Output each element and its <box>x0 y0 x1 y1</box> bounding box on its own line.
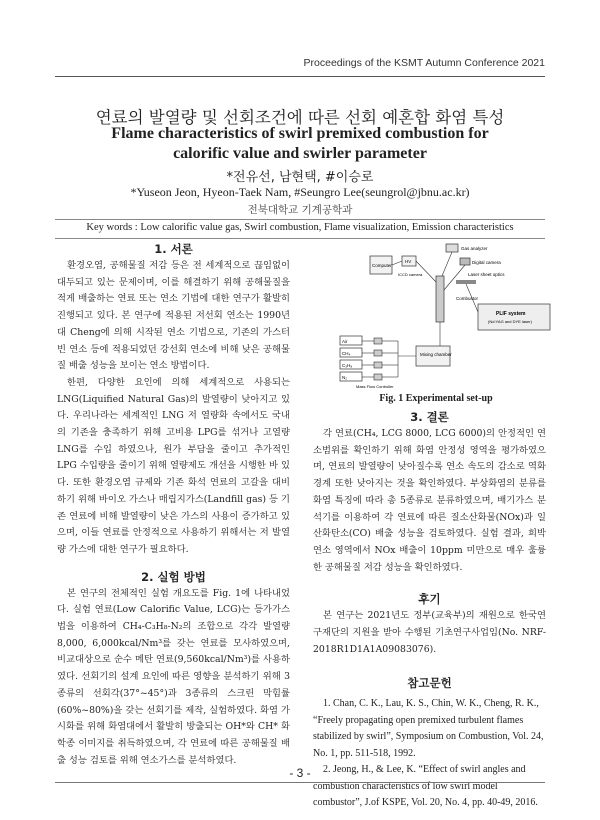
title-korean: 연료의 발열량 및 선회조건에 따른 선회 예혼합 화염 특성 <box>95 108 505 127</box>
digital-camera-label: Digital camera <box>472 260 501 265</box>
experimental-setup-figure <box>318 242 554 390</box>
setup-diagram <box>318 242 554 390</box>
keywords-rule-top <box>55 219 545 220</box>
title-english-line2: calorific value and swirler parameter <box>173 145 427 162</box>
ack-heading: 후기 <box>418 592 441 607</box>
mixing-label: Mixing chamber <box>420 352 452 357</box>
ccd-label: ICCD camera <box>398 272 423 277</box>
ch4-label: CH₄ <box>342 351 351 356</box>
air-label: Air <box>342 339 348 344</box>
result-heading: 3. 결론 <box>410 410 449 424</box>
header-rule <box>55 76 545 77</box>
keywords-rule-bottom <box>55 238 545 239</box>
combustor-body <box>436 276 444 322</box>
c3h8-label: C₃H₈ <box>342 363 353 368</box>
n2-label: N₂ <box>342 375 347 380</box>
method-heading: 2. 실험 방법 <box>141 569 206 584</box>
plif-subtitle: (Nd:YAG and DYE laser) <box>488 319 532 324</box>
left-column <box>57 240 290 769</box>
reference-item-2: 2. Jeong, H., & Lee, K. “Effect of swirl angles and combustion characteristics of low swirl model combustor”, J.of KSPE, Vol. 20, No. 4, pp. 40-49, 2016. <box>313 764 538 809</box>
title-english <box>0 124 600 164</box>
refs-heading: 참고문헌 <box>407 676 452 691</box>
method-paragraph-1: 본 연구의 전체적인 실험 개요도를 Fig. 1에 나타내었다. 실험 연료(Low Calorific Value, LCG)는 등가가스법을 이용하여 CH₄-C₃H₈-N₂의 조합으로 각각 발열량 8,000, 6,000kcal/Nm³를 갖는 연료를 모사하였으며, 비교대상으로 순수 메탄 연료(9,560kcal/Nm³)를 사용하였다. 선회기의 설계 요인에 따른 영향을 분석하기 위해 3종류의 선회각(37°~45°)과 3종류의 스크린 막힘률(60%~80%)을 갖는 선회기를 제작, 실험하였다. 화염 가시화를 위해 화염대에서 활발히 방출되는 OH*와 CH* 화학종 이미지를 취득하였으며, 각 연료에 따른 공해물질 배출 성능 검토를 위해 연소가스를 분석하였다. <box>57 587 290 766</box>
plif-title: PLIF system <box>496 311 526 317</box>
authors-korean: *전유선, 남현택, #이승로 <box>226 170 374 185</box>
keywords: Key words : Low calorific value gas, Swirl combustion, Flame visualization, Emission characteristics <box>86 222 514 233</box>
computer-left-label: Computer <box>372 263 392 268</box>
laser-sheet-label: Laser sheet optics <box>468 272 505 277</box>
authors-english: *Yuseon Jeon, Hyeon-Taek Nam, #Seungro Lee(seungrol@jbnu.ac.kr) <box>130 185 470 199</box>
laser-optics-bar <box>456 280 476 284</box>
gas-analyzer-label: Gas analyzer <box>461 246 488 251</box>
digital-camera-box <box>460 258 470 265</box>
result-paragraph-1: 각 연료(CH₄, LCG 8000, LCG 6000)의 안정적인 연소범위를 확인하기 위해 화염 안정성 영역을 평가하였으며, 연료의 발열량이 낮아질수록 연소 속도의 감소로 역화 경계 또한 낮아지는 것을 확인하였다. 부상화염의 분류를 화염 특징에 따라 총 5종류로 분류하였으며, 배기가스 분석기를 이용하여 각 연료에 따른 질소산화물(NOx)과 일산화탄소(CO) 배출 성능을 검토하였다. 실험 결과, 희박 연소 영역에서 NOx 배출이 10ppm 미만으로 매우 훌륭한 공해물질 저감 성능을 확인하였다. <box>313 428 546 573</box>
figure-caption: Fig. 1 Experimental set-up <box>379 393 493 404</box>
ack-paragraph-1: 본 연구는 2021년도 정부(교육부)의 재원으로 한국연구재단의 지원을 받아 수행된 기초연구사업임(No. NRF-2018R1D1A1A09083076). <box>313 610 546 655</box>
footer-rule <box>55 782 545 783</box>
proceedings-header: Proceedings of the KSMT Autumn Conference 2021 <box>303 57 545 69</box>
page-number: - 3 - <box>289 766 311 780</box>
mfc-label: Mass Flow Controller <box>356 384 394 389</box>
gas-analyzer-box <box>446 244 458 252</box>
reference-item-1: 1. Chan, C. K., Lau, K. S., Chin, W. K., Cheng, R. K., “Freely propagating open premixed turbulent flames stabilized by swirl”, Symposium on Combustion, Vol. 24, No. 1, pp. 511-518, 1992. <box>313 698 544 759</box>
title-english-line1: Flame characteristics of swirl premixed combustion for <box>111 125 489 142</box>
plif-box <box>478 304 550 330</box>
intro-paragraph-2: 한편, 다양한 요인에 의해 세계적으로 사용되는 LNG(Liquified Natural Gas)의 발열량이 낮아지고 있다. 우리나라는 세계적인 LNG 저 열량화 속에서도 국내의 기존을 충족하기 위해 고비용 LPG를 섞거나 고열량 LNG를 수입 하였으나, 원가 부담을 줄이고 추가적인 LPG 수입량을 줄이기 위해 열량제도 개선을 시행한 바 있다. 또한 환경오염 규제와 기존 화석 연료의 고갈을 대비하기 위해 바이오 가스나 매립지가스(Landfill gas) 등 기존 연료에 비해 발열량이 낮은 가스의 사용이 증가하고 있으며, 이들 연료를 안정적으로 사용하기 위해서는 저 발열량 가스에 대한 연구가 필요하다. <box>57 376 290 555</box>
affiliation: 전북대학교 기계공학과 <box>247 204 353 216</box>
combustor-label: Combustor <box>456 296 479 301</box>
intro-heading: 1. 서론 <box>154 242 193 256</box>
intro-paragraph-1: 환경오염, 공해물질 저감 등은 전 세계적으로 끊임없이 대두되고 있는 문제이며, 이를 해결하기 위해 공해물질을 적게 배출하는 연료 또는 연소 기법에 대한 연구가 활발히 진행되고 있다. 본 연구에 적용된 저선회 연소는 1990년대 Cheng에 의해 시작된 연소 기법으로, 기존의 가스터빈 연소 등에 적용되었던 강선회 연소에 비해 낮은 공해물질 배출 성능을 보이는 연소 방법이다. <box>57 260 290 372</box>
hv-label: HV <box>405 259 412 264</box>
right-column <box>313 408 546 812</box>
